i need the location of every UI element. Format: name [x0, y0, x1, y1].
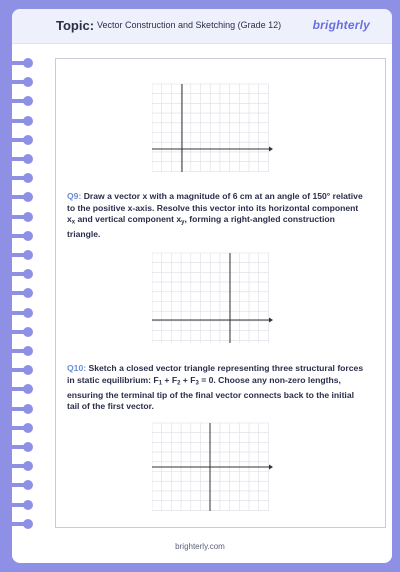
- spiral-binding-ring-icon: [10, 77, 36, 87]
- subscript: 2: [177, 380, 181, 386]
- question-10: [67, 363, 367, 413]
- spiral-binding-ring-icon: [10, 288, 36, 298]
- grid-lines: [152, 253, 269, 343]
- spiral-binding-ring-icon: [10, 58, 36, 68]
- x-axis-arrow-icon: [269, 147, 273, 152]
- coordinate-grid-3: [152, 421, 274, 513]
- spiral-binding-ring-icon: [10, 480, 36, 490]
- coordinate-grid-1: [152, 82, 274, 174]
- topic-label: Topic:: [56, 18, 95, 33]
- question-text: , forming a right-angled construction triangle.: [67, 214, 335, 239]
- spiral-binding-ring-icon: [10, 173, 36, 183]
- question-number: Q9:: [67, 191, 82, 201]
- spiral-binding-ring-icon: [10, 154, 36, 164]
- question-9: [67, 191, 367, 241]
- question-text: Sketch a closed vector triangle representing three structural forces in static equilibrium: F: [67, 363, 364, 385]
- brighterly-logo: brighterly: [312, 18, 370, 32]
- header-bar: [12, 9, 392, 44]
- spiral-binding-ring-icon: [10, 500, 36, 510]
- spiral-binding: [10, 58, 36, 528]
- spiral-binding-ring-icon: [10, 308, 36, 318]
- spiral-binding-ring-icon: [10, 519, 36, 529]
- question-text: Draw a vector x with a magnitude of 6 cm at an angle of 150° relative to the positive x-axis. Resolve this vector into its horizontal component x: [67, 191, 363, 224]
- question-text: = 0. Choose any non-zero lengths, ensuring the terminal tip of the final vector connects back to the initial tail of the first vector.: [67, 374, 354, 411]
- subscript: 3: [195, 380, 199, 386]
- subscript: y: [181, 219, 185, 226]
- question-text: + F: [180, 374, 196, 385]
- spiral-binding-ring-icon: [10, 135, 36, 145]
- footer-url: brighterly.com: [175, 542, 225, 551]
- x-axis-arrow-icon: [269, 465, 273, 470]
- spiral-binding-ring-icon: [10, 423, 36, 433]
- spiral-binding-ring-icon: [10, 250, 36, 260]
- spiral-binding-ring-icon: [10, 116, 36, 126]
- question-number: Q10:: [67, 363, 87, 373]
- question-text: and vertical component x: [75, 214, 182, 224]
- spiral-binding-ring-icon: [10, 212, 36, 222]
- spiral-binding-ring-icon: [10, 365, 36, 375]
- spiral-binding-ring-icon: [10, 269, 36, 279]
- grid-lines: [152, 84, 269, 172]
- spiral-binding-ring-icon: [10, 346, 36, 356]
- spiral-binding-ring-icon: [10, 442, 36, 452]
- coordinate-grid-2: [152, 251, 274, 345]
- subscript: 1: [158, 380, 163, 386]
- spiral-binding-ring-icon: [10, 384, 36, 394]
- topic-title: Vector Construction and Sketching (Grade 12): [97, 20, 282, 30]
- spiral-binding-ring-icon: [10, 231, 36, 241]
- spiral-binding-ring-icon: [10, 461, 36, 471]
- spiral-binding-ring-icon: [10, 327, 36, 337]
- spiral-binding-ring-icon: [10, 192, 36, 202]
- subscript: x: [71, 219, 76, 226]
- question-text: + F: [162, 374, 178, 385]
- spiral-binding-ring-icon: [10, 404, 36, 414]
- x-axis-arrow-icon: [269, 318, 273, 323]
- spiral-binding-ring-icon: [10, 96, 36, 106]
